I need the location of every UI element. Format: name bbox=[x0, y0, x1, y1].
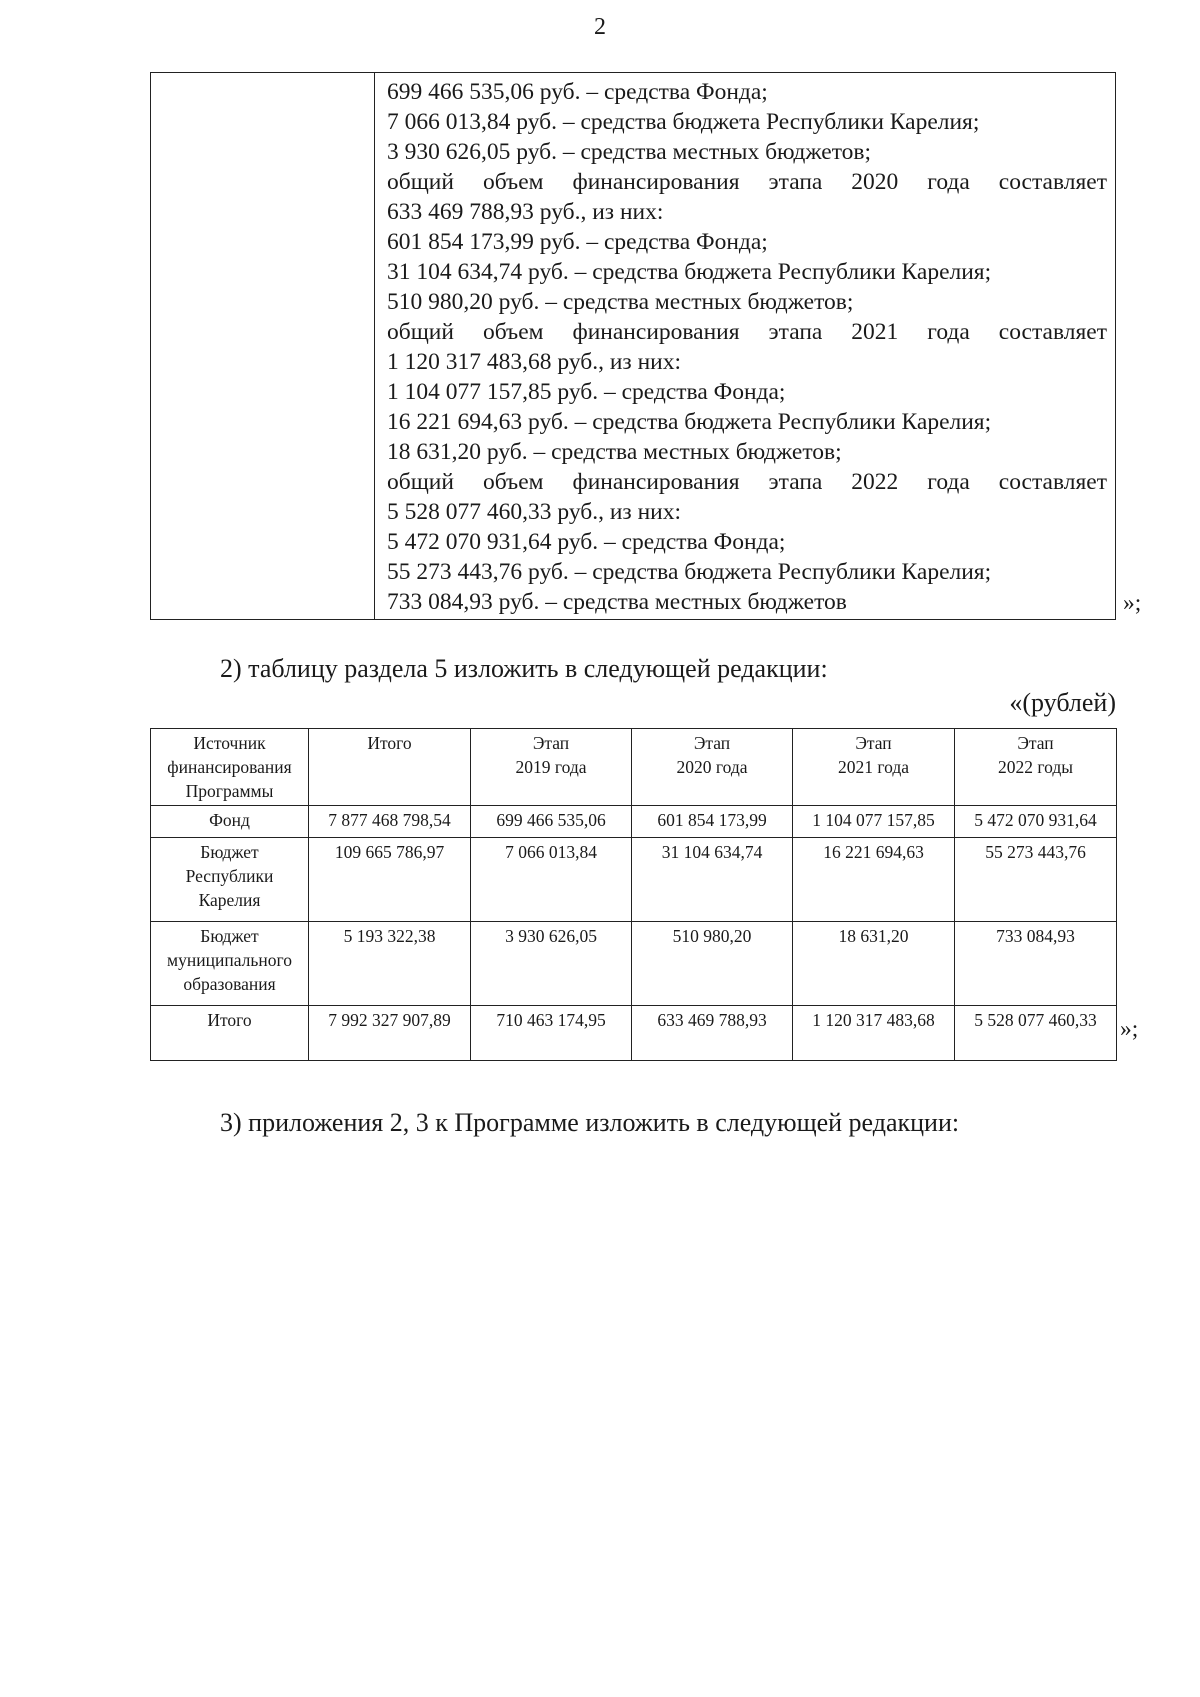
column-header bbox=[309, 729, 471, 806]
value-cell: 601 854 173,99 bbox=[632, 806, 793, 838]
source-line: Бюджет bbox=[200, 842, 259, 862]
funding-details-lines bbox=[375, 73, 1115, 617]
value-cell: 18 631,20 bbox=[793, 922, 955, 1006]
column-header-line: 2019 года bbox=[515, 757, 587, 777]
column-header-line: 2022 годы bbox=[997, 757, 1074, 777]
units-label: «(рублей) bbox=[1009, 688, 1116, 717]
source-line: образования bbox=[183, 974, 276, 994]
funding-line: 601 854 173,99 руб. – средства Фонда; bbox=[387, 229, 768, 255]
value-cell: 633 469 788,93 bbox=[632, 1006, 793, 1061]
funding-details-text-cell bbox=[375, 73, 1116, 620]
funding-line: общий объем финансирования этапа 2021 года составляет bbox=[387, 319, 1107, 345]
table-row bbox=[151, 1006, 1117, 1061]
value-cell: 16 221 694,63 bbox=[793, 838, 955, 922]
funding-details-label-cell bbox=[151, 73, 375, 620]
value-cell: 3 930 626,05 bbox=[471, 922, 632, 1006]
funding-line: 18 631,20 руб. – средства местных бюджетов; bbox=[387, 439, 842, 465]
source-line: Республики bbox=[185, 866, 274, 886]
value-cell: 1 120 317 483,68 bbox=[793, 1006, 955, 1061]
source-cell bbox=[151, 806, 309, 838]
funding-line: 5 528 077 460,33 руб., из них: bbox=[387, 499, 682, 525]
table-row bbox=[151, 922, 1117, 1006]
funding-details-table bbox=[150, 72, 1116, 620]
column-header-line: Этап bbox=[1017, 733, 1054, 753]
funding-line: 5 472 070 931,64 руб. – средства Фонда; bbox=[387, 529, 786, 555]
source-cell bbox=[151, 838, 309, 922]
source-line: Итого bbox=[207, 1010, 252, 1030]
value-cell: 699 466 535,06 bbox=[471, 806, 632, 838]
section-5-table bbox=[150, 728, 1117, 1061]
table-row bbox=[151, 838, 1117, 922]
column-header-line: Программы bbox=[185, 781, 274, 801]
table-header-row bbox=[151, 729, 1117, 806]
value-cell: 7 877 468 798,54 bbox=[309, 806, 471, 838]
funding-line: 699 466 535,06 руб. – средства Фонда; bbox=[387, 79, 768, 105]
column-header bbox=[955, 729, 1117, 806]
column-header-line: Этап bbox=[855, 733, 892, 753]
column-header-line: Итого bbox=[367, 733, 412, 753]
funding-line: 7 066 013,84 руб. – средства бюджета Республики Карелия; bbox=[387, 109, 980, 135]
column-header-line: Источник bbox=[193, 733, 266, 753]
page-number: 2 bbox=[594, 14, 606, 40]
value-cell: 31 104 634,74 bbox=[632, 838, 793, 922]
funding-line: 633 469 788,93 руб., из них: bbox=[387, 199, 664, 225]
value-cell: 7 992 327 907,89 bbox=[309, 1006, 471, 1061]
source-cell bbox=[151, 922, 309, 1006]
column-header-line: 2021 года bbox=[837, 757, 910, 777]
funding-details-row bbox=[151, 73, 1116, 620]
funding-line: 510 980,20 руб. – средства местных бюджетов; bbox=[387, 289, 854, 315]
value-cell: 5 193 322,38 bbox=[309, 922, 471, 1006]
closing-quote: »; bbox=[1123, 590, 1142, 616]
funding-line: общий объем финансирования этапа 2022 года составляет bbox=[387, 469, 1107, 495]
funding-line: общий объем финансирования этапа 2020 года составляет bbox=[387, 169, 1107, 195]
value-cell: 1 104 077 157,85 bbox=[793, 806, 955, 838]
paragraph-2: 2) таблицу раздела 5 изложить в следующей редакции: bbox=[220, 654, 828, 683]
source-line: Бюджет bbox=[200, 926, 259, 946]
source-line: Фонд bbox=[209, 810, 250, 830]
column-header-line: 2020 года bbox=[676, 757, 748, 777]
column-header bbox=[151, 729, 309, 806]
source-line: муниципального bbox=[167, 950, 292, 970]
source-cell bbox=[151, 1006, 309, 1061]
column-header bbox=[632, 729, 793, 806]
table-body bbox=[151, 806, 1117, 1061]
value-cell: 7 066 013,84 bbox=[471, 838, 632, 922]
value-cell: 5 528 077 460,33 bbox=[955, 1006, 1117, 1061]
funding-line: 31 104 634,74 руб. – средства бюджета Республики Карелия; bbox=[387, 259, 992, 285]
source-line: Карелия bbox=[198, 890, 261, 910]
funding-line: 16 221 694,63 руб. – средства бюджета Республики Карелия; bbox=[387, 409, 992, 435]
column-header-line: Этап bbox=[693, 733, 731, 753]
funding-line: 733 084,93 руб. – средства местных бюджетов bbox=[387, 589, 847, 615]
paragraph-3: 3) приложения 2, 3 к Программе изложить в следующей редакции: bbox=[220, 1108, 960, 1137]
funding-line: 1 104 077 157,85 руб. – средства Фонда; bbox=[387, 379, 786, 405]
table-closing-quote: »; bbox=[1120, 1016, 1139, 1042]
column-header-line: Этап bbox=[532, 733, 570, 753]
value-cell: 55 273 443,76 bbox=[955, 838, 1117, 922]
column-header-line: финансирования bbox=[167, 757, 292, 777]
value-cell: 733 084,93 bbox=[955, 922, 1117, 1006]
value-cell: 109 665 786,97 bbox=[309, 838, 471, 922]
funding-line: 3 930 626,05 руб. – средства местных бюджетов; bbox=[387, 139, 872, 165]
funding-line: 1 120 317 483,68 руб., из них: bbox=[387, 349, 682, 375]
value-cell: 710 463 174,95 bbox=[471, 1006, 632, 1061]
funding-line: 55 273 443,76 руб. – средства бюджета Республики Карелия; bbox=[387, 559, 992, 585]
column-header bbox=[471, 729, 632, 806]
column-header bbox=[793, 729, 955, 806]
value-cell: 510 980,20 bbox=[632, 922, 793, 1006]
table-row bbox=[151, 806, 1117, 838]
value-cell: 5 472 070 931,64 bbox=[955, 806, 1117, 838]
